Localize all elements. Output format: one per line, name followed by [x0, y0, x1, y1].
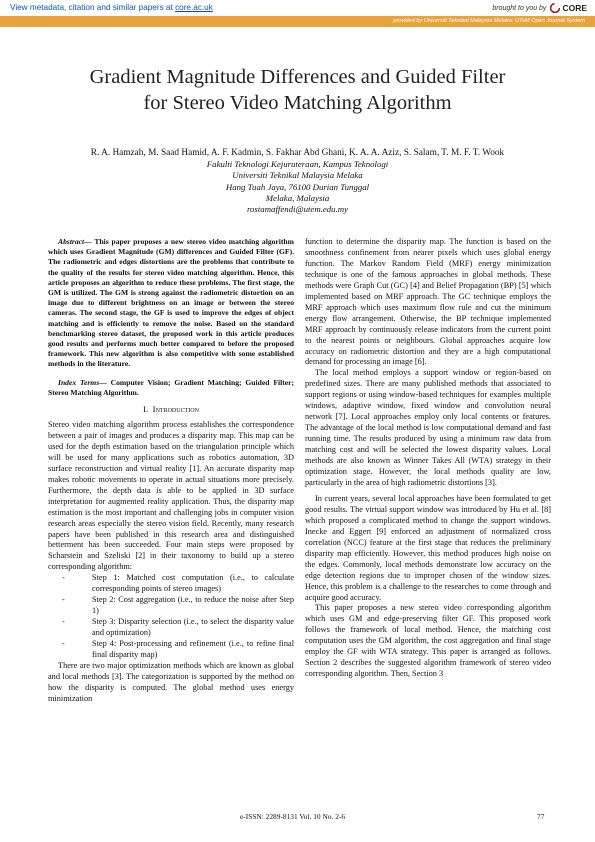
- right-paragraph-4: This paper proposes a new stereo video corresponding algorithm which uses GM and edge-preserving filter GF. This proposed work follows the framework of local method. Hence, the matching cost computation uses the GM algorithm, the cost aggregation and final stage employ the GF with WTA strategy. This paper is arranged as follows. Section 2 describes the suggested algorithm framework of stereo video corresponding algorithm. Then, Section 3: [305, 603, 551, 679]
- abstract-text: — This paper proposes a new stereo video matching algorithm which uses Gradient Magnitude (GM) differences and Guided Filter (GF). The radiometric and edges distortions are the problems that contribute to the quality of the results for stereo video matching algorithm. Hence, this article proposes an algorithm to reduce these problems. The first stage, the GM is utilized. The GM is strong against the radiometric distortion on an image due to different brightness on an image or between the stereo cameras. The second stage, the GF is used to improve the edges of object matching and is efficiently to remove the noise. Based on the standard benchmarking stereo dataset, the proposed work in this article produces good results and performs much better compared to before the proposed framework. This new algorithm is also competitive with some established methods in the literature.: [48, 237, 294, 369]
- core-brand[interactable]: [492, 3, 587, 13]
- right-paragraph-1: function to determine the disparity map. The function is based on the smoothness confinement from nearer pixels which uses global energy function. The Markov Random Field (MRF) energy minimization technique is one of the famous approaches in global methods. These methods were Graph Cut (GC) [4] and Belief Propagation (BP) [5] which implemented based on MRF approach. The GC technique employs the MRF approach which uses maximum flow rule and cut the minimum energy flow arrangement. Otherwise, the BP technique implemented MRF approach by continuously release indicators from the current point to the nearest points or neighbours. Global approaches acquire low accuracy on radiometric distortion and they are a high computational demand for processing an image [6].: [305, 237, 551, 367]
- affiliation-university: Universiti Teknikal Malaysia Melaka: [232, 170, 363, 181]
- affiliation-address: Hang Tuah Jaya, 76100 Durian Tunggal: [225, 181, 370, 192]
- list-item: - Step 3: Disparity selection (i.e., to select the disparity value and optimization): [62, 617, 294, 638]
- title-line-1: Gradient Magnitude Differences and Guided Filter: [89, 66, 506, 88]
- provided-by-text: provided by Universiti Teknikal Malaysia Melaka: UTeM Open Journal System: [393, 17, 585, 24]
- core-name: CORE: [562, 3, 587, 13]
- abstract: [48, 237, 294, 370]
- brought-by-text: brought to you by: [492, 4, 547, 12]
- view-metadata-link[interactable]: View metadata, citation and similar papers at core.ac.uk: [10, 3, 213, 12]
- paper-title: [0, 64, 595, 116]
- intro-paragraph-2: There are two major optimization methods which are known as global and local methods [3]. The categorization is supported by the method on how the disparity is computed. The global method uses energy minimization: [48, 660, 294, 703]
- affiliation-faculty: Fakulti Teknologi Kejuruteraan, Kampus Teknologi: [206, 159, 389, 169]
- section-number: I.: [143, 404, 149, 415]
- right-paragraph-3: In current years, several local approaches have been formulated to get good results. The virtual support window was introduced by Hu et al. [8] which proposed a complicated method to change the support windows. Inecke and Eggert [9] enforced an adjustment of normalized cross correlation (NCC) feature at the first stage that reduces the preliminary disparity map efficiently. However, this method produces high noise on the edges. Commonly, local methods demonstrate low accuracy on the edge detection regions due to improper chosen of the window sizes. Hence, this problem is a challenge to the researches to come through and acquire good accuracy.: [305, 493, 551, 602]
- provider-bar: [0, 16, 595, 27]
- list-item: - Step 1: Matched cost computation (i.e., to calculate corresponding points of stereo images): [62, 573, 294, 594]
- section-heading-introduction: [48, 404, 294, 415]
- intro-paragraph-1: Stereo video matching algorithm process establishes the correspondence between a pair of images and produces a disparity map. This map can be used for the depth estimation based on the triangulation principle which will be used for many applications such as robotics automation, 3D surface reconstruction and virtual reality [1]. An accurate disparity map makes robotic movements to operate in actual situations more precisely. Furthermore, the depth data is able to be applied in 3D surface interpretation for augmented reality application. Thus, the disparity map estimation is the most important and challenging jobs in computer vision research areas especially the stereo vision field. Recently, many research papers have been published in this research area and distinguished betterment has been succeeded. Four main steps were proposed by Scharstein and Szeliski [2] in their taxonomy to build up a stereo corresponding algorithm:: [48, 420, 294, 572]
- left-column: [48, 237, 294, 705]
- abstract-label: Abstract: [58, 237, 85, 246]
- title-line-2: for Stereo Video Matching Algorithm: [143, 92, 452, 114]
- index-terms-label: Index Terms: [58, 377, 100, 387]
- affiliation-country: Melaka, Malaysia: [265, 192, 330, 203]
- core-logo-icon: [550, 3, 560, 13]
- section-title: Introduction: [152, 404, 199, 415]
- top-banner: [0, 0, 595, 15]
- page-number: 77: [537, 812, 545, 821]
- list-item: - Step 4: Post-processing and refinement (i.e., to refine final final disparity map): [62, 639, 294, 660]
- index-terms-text: — Computer Vision; Gradient Matching; Guided Filter; Stereo Matching Algorithm.: [48, 377, 294, 397]
- step-list: [48, 573, 294, 661]
- author-email[interactable]: rostamaffendi@utem.edu.my: [246, 204, 349, 215]
- author-list: R. A. Hamzah, M. Saad Hamid, A. F. Kadmin, S. Fakhar Abd Ghani, K. A. A. Aziz, S. Salam, T. M. F. T. Wook: [90, 148, 505, 158]
- right-column: [305, 237, 551, 680]
- right-paragraph-2: The local method employs a support window or region-based on predefined sizes. There are many published methods that associated to support regions or using window-based techniques for examples multiple windows, adaptive window, fixed window and convolution neural network [7]. Local approaches employ only local contents or features. The advantage of the local method is low computational demand and fast running time. The results produced by using a minimum raw data from matching cost and will be selected the lowest disparity values. Local methods are also known as Winner Takes All (WTA) strategy in their optimization stage. However, the local methods quality are low, particularly in the area of high radiometric distortions [3].: [305, 368, 551, 487]
- journal-issn: e-ISSN: 2289-8131 Vol. 10 No. 2-6: [240, 812, 346, 821]
- list-item: - Step 2: Cost aggregation (i.e., to reduce the noise after Step 1): [62, 595, 294, 616]
- core-domain-link[interactable]: core.ac.uk: [175, 3, 213, 12]
- affiliation: [0, 159, 595, 215]
- index-terms: [48, 378, 294, 398]
